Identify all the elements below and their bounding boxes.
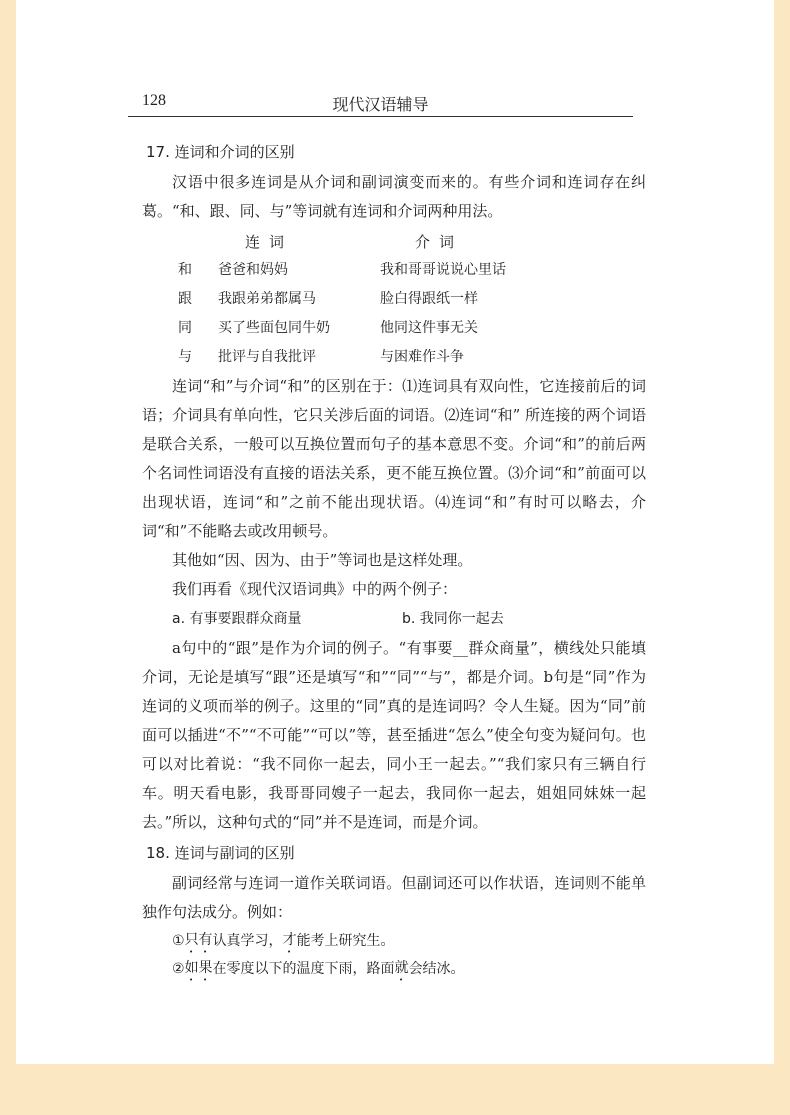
row-conjunction-example: 买了些面包同牛奶	[218, 320, 330, 336]
row-preposition-example: 脸白得跟纸一样	[380, 291, 478, 307]
example-sentence-1	[142, 927, 646, 955]
row-preposition-example: 我和哥哥说说心里话	[380, 262, 506, 278]
example-b: b. 我同你一起去	[402, 610, 504, 627]
table-row	[142, 314, 646, 343]
sentence-text: 认真学习，	[212, 932, 283, 949]
comparison-table-header	[142, 228, 646, 256]
table-row	[142, 343, 646, 372]
sentence-text: 在零度以下的温度下雨，路面	[212, 960, 395, 977]
table-row	[142, 285, 646, 314]
section-17-paragraph-3: 我们再看《现代汉语词典》中的两个例子：	[172, 580, 458, 598]
column-conjunction: 连词	[245, 232, 294, 251]
emphasized-conjunction: 如果	[184, 960, 213, 976]
section-18-title: 18. 连词与副词的区别	[146, 844, 295, 862]
sentence-text: 会结冰。	[408, 960, 465, 977]
example-sentence-2	[142, 955, 646, 983]
table-row	[142, 256, 646, 285]
section-17-title: 17. 连词和介词的区别	[146, 143, 295, 161]
row-word: 和	[178, 262, 192, 278]
section-17-intro: 汉语中很多连词是从介词和副词演变而来的。有些介词和连词存在纠葛。“和、跟、同、与”等词就有连词和介词两种用法。	[142, 173, 646, 220]
page-number: 128	[142, 92, 166, 109]
sentence-number: ①	[172, 932, 185, 949]
row-conjunction-example: 爸爸和妈妈	[218, 262, 288, 278]
dictionary-examples	[142, 604, 646, 634]
row-word: 同	[178, 320, 192, 336]
section-17-paragraph-2: 其他如“因、因为、由于”等词也是这样处理。	[172, 551, 473, 569]
example-a: a. 有事要跟群众商量	[172, 610, 302, 627]
page-header	[128, 86, 633, 117]
section-17-paragraph-4: a句中的“跟”是作为介词的例子。“有事要__群众商量”，横线处只能填介词，无论是填写“跟”还是填写“和”“同”“与”，都是介词。b句是“同”作为连词的义项而举的例子。这里的“同”真的是连词吗？令人生疑。因为“同”前面可以插进“不”“不可能”“可以”等，甚至插进“怎么”使全句变为疑问句。也可以对比着说：“我不同你一起去，同小王一起去。”“我们家只有三辆自行车。明天看电影，我哥哥同嫂子一起去，我同你一起去，姐姐同妹妹一起去。”所以，这种句式的“同”并不是连词，而是介词。	[142, 639, 646, 831]
book-title: 现代汉语辅导	[332, 95, 429, 114]
row-preposition-example: 与困难作斗争	[380, 349, 464, 365]
emphasized-adverb: 才	[282, 932, 297, 948]
row-conjunction-example: 批评与自我批评	[218, 349, 316, 365]
row-conjunction-example: 我跟弟弟都属马	[218, 291, 316, 307]
emphasized-conjunction: 只有	[184, 932, 213, 948]
section-17-paragraph-1: 连词“和”与介词“和”的区别在于：⑴连词具有双向性，它连接前后的词语；介词具有单向性，它只关涉后面的词语。⑵连词“和” 所连接的两个词语是联合关系，一般可以互换位置而句子的基本意思不变。介词“和”的前后两个名词性词语没有直接的语法关系，更不能互换位置。⑶介词“和”前面可以出现状语，连词“和”之前不能出现状语。⑷连词“和”有时可以略去，介词“和”不能略去或改用顿号。	[142, 377, 646, 540]
sentence-number: ②	[172, 960, 185, 977]
row-preposition-example: 他同这件事无关	[380, 320, 478, 336]
sentence-text: 能考上研究生。	[296, 932, 395, 949]
emphasized-adverb: 就	[394, 960, 409, 976]
page-content	[142, 136, 646, 983]
row-word: 与	[178, 349, 192, 365]
row-word: 跟	[178, 291, 192, 307]
section-18-intro: 副词经常与连词一道作关联词语。但副词还可以作状语，连词则不能单独作句法成分。例如：	[142, 874, 646, 921]
column-preposition: 介词	[415, 232, 464, 251]
